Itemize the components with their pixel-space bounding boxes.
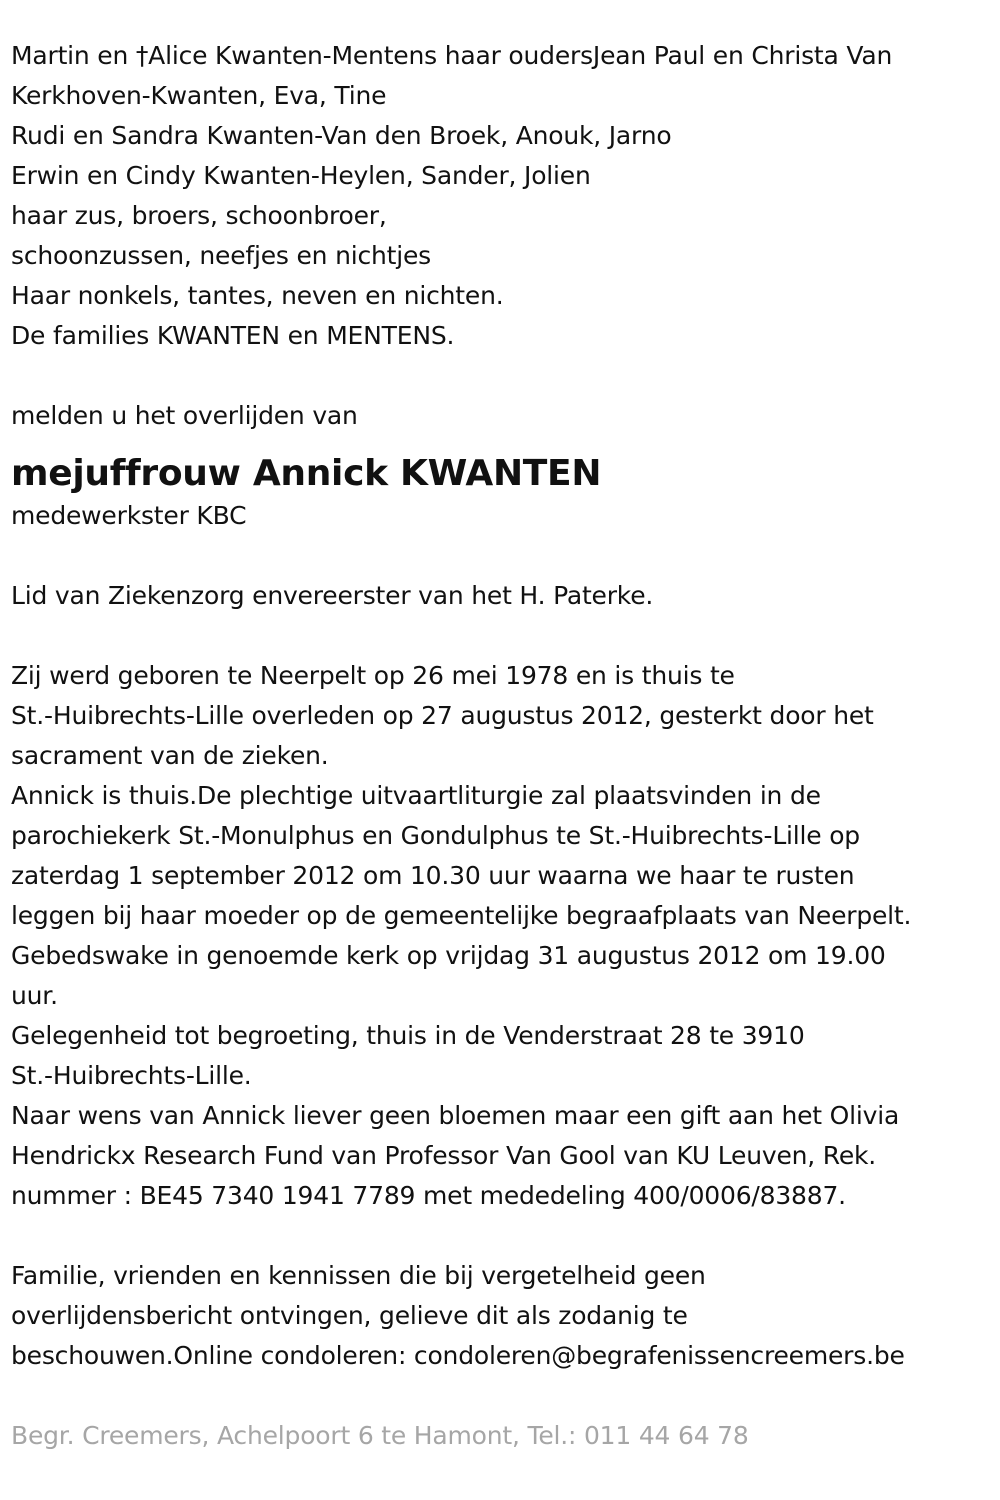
details-line: Zij werd geboren te Neerpelt op 26 mei 1978 en is thuis te: [11, 661, 735, 690]
deceased-occupation: medewerkster KBC: [11, 501, 247, 530]
details-line: parochiekerk St.-Monulphus en Gondulphus te St.-Huibrechts-Lille op: [11, 821, 860, 850]
details-line: nummer : BE45 7340 1941 7789 met mededeling 400/0006/83887.: [11, 1181, 846, 1210]
family-line: Rudi en Sandra Kwanten-Van den Broek, Anouk, Jarno: [11, 121, 672, 150]
family-line: Kerkhoven-Kwanten, Eva, Tine: [11, 81, 387, 110]
details-line: Gelegenheid tot begroeting, thuis in de Venderstraat 28 te 3910: [11, 1021, 805, 1050]
closing-line: beschouwen.Online condoleren: condoleren@begrafenissencreemers.be: [11, 1341, 905, 1370]
closing-paragraph: [11, 1256, 993, 1376]
details-line: Hendrickx Research Fund van Professor Van Gool van KU Leuven, Rek.: [11, 1141, 877, 1170]
details-line: St.-Huibrechts-Lille overleden op 27 augustus 2012, gesterkt door het: [11, 701, 874, 730]
family-line: Erwin en Cindy Kwanten-Heylen, Sander, Jolien: [11, 161, 591, 190]
spacer: [11, 1216, 993, 1256]
details-line: Naar wens van Annick liever geen bloemen maar een gift aan het Olivia: [11, 1101, 900, 1130]
membership-text: Lid van Ziekenzorg envereerster van het H. Paterke.: [11, 581, 654, 610]
spacer: [11, 616, 993, 656]
funeral-home-footer: Begr. Creemers, Achelpoort 6 te Hamont, Tel.: 011 44 64 78: [11, 1421, 749, 1450]
spacer: [11, 536, 993, 576]
closing-line: overlijdensbericht ontvingen, gelieve dit als zodanig te: [11, 1301, 688, 1330]
details-line: Gebedswake in genoemde kerk op vrijdag 31 augustus 2012 om 19.00: [11, 941, 886, 970]
deceased-name: mejuffrouw Annick KWANTEN: [11, 453, 602, 494]
details-line: St.-Huibrechts-Lille.: [11, 1061, 252, 1090]
details-line: Annick is thuis.De plechtige uitvaartliturgie zal plaatsvinden in de: [11, 781, 821, 810]
details-line: sacrament van de zieken.: [11, 741, 329, 770]
spacer: [11, 1376, 993, 1416]
details-line: uur.: [11, 981, 58, 1010]
family-line: Martin en †Alice Kwanten-Mentens haar oudersJean Paul en Christa Van: [11, 41, 893, 70]
family-list: [11, 36, 993, 356]
death-notice: [11, 36, 993, 1456]
announcement-text: melden u het overlijden van: [11, 401, 358, 430]
family-line: Haar nonkels, tantes, neven en nichten.: [11, 281, 504, 310]
details-line: zaterdag 1 september 2012 om 10.30 uur waarna we haar te rusten: [11, 861, 855, 890]
spacer: [11, 356, 993, 396]
details-line: leggen bij haar moeder op de gemeentelijke begraafplaats van Neerpelt.: [11, 901, 912, 930]
closing-line: Familie, vrienden en kennissen die bij vergetelheid geen: [11, 1261, 706, 1290]
family-line: haar zus, broers, schoonbroer,: [11, 201, 387, 230]
details-paragraph: [11, 656, 993, 1216]
family-line: schoonzussen, neefjes en nichtjes: [11, 241, 431, 270]
family-line: De families KWANTEN en MENTENS.: [11, 321, 455, 350]
